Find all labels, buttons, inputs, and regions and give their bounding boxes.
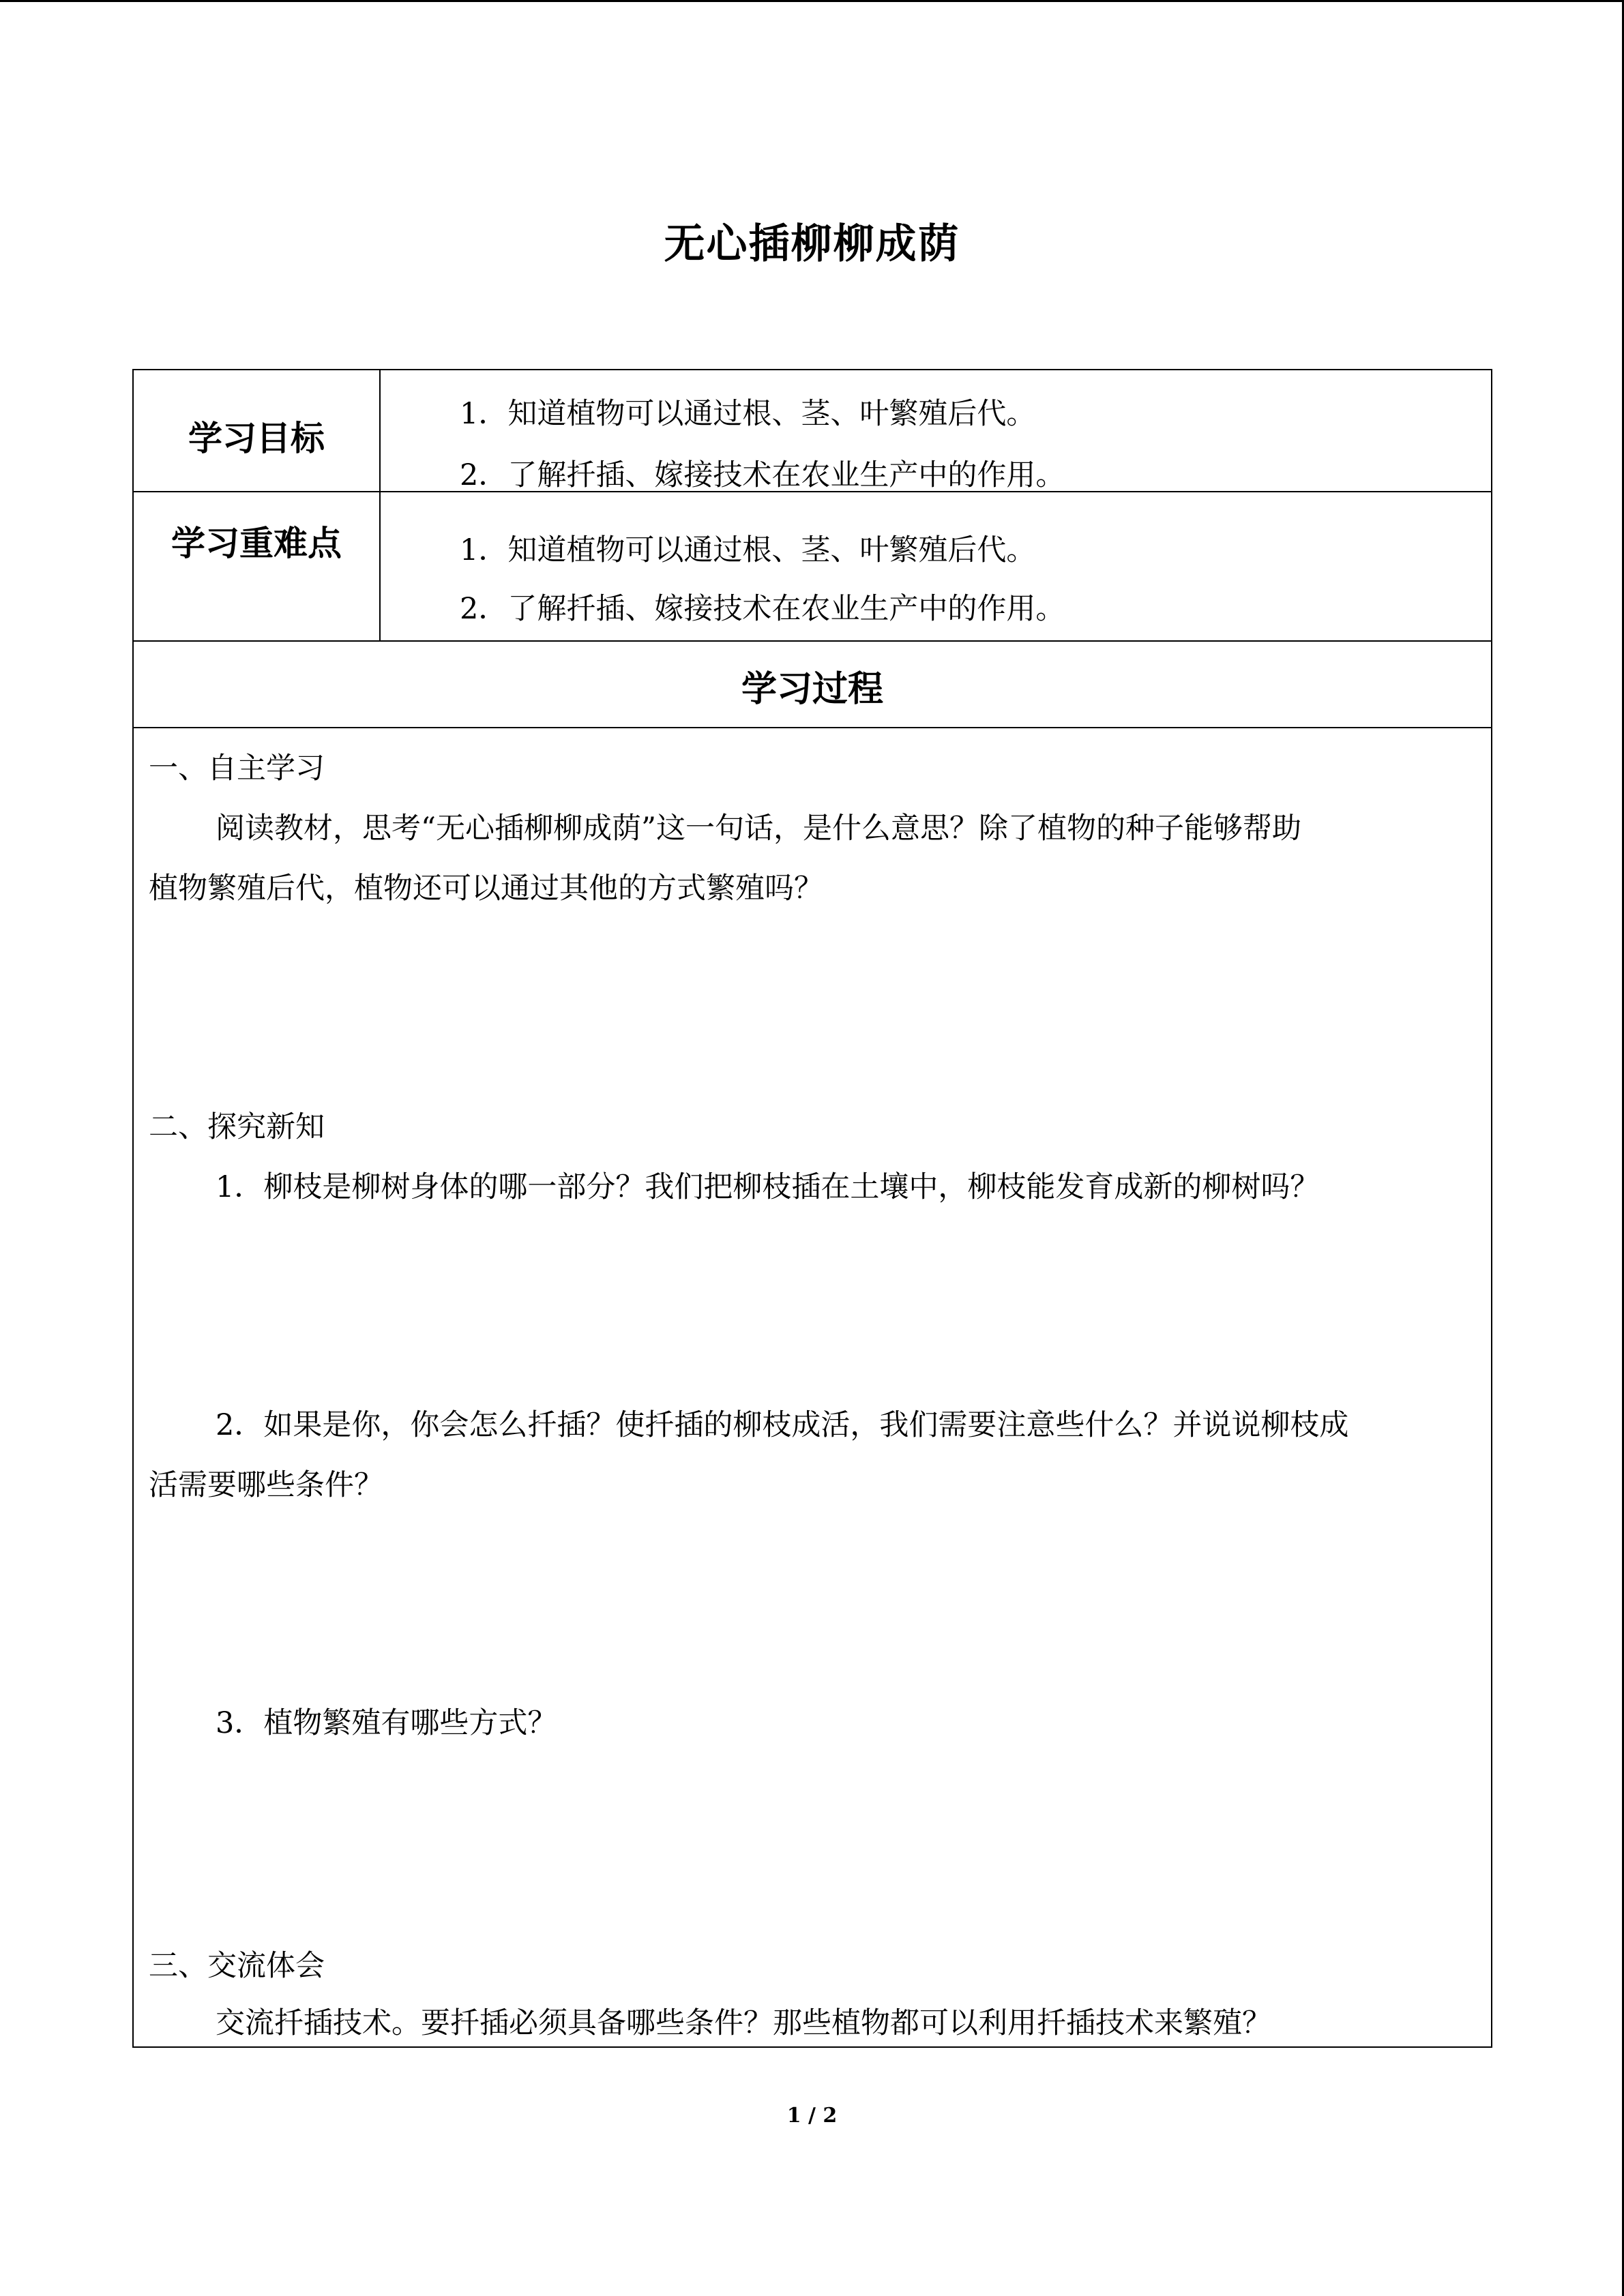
section2-question-2-line2: 活需要哪些条件？	[149, 1468, 383, 1502]
goal-item-1: 1．知道植物可以通过根、茎、叶繁殖后代。	[460, 397, 1036, 431]
label-column-divider	[379, 370, 381, 640]
section1-heading: 一、自主学习	[149, 751, 325, 786]
section3-paragraph-line1: 交流扦插技术。要扦插必须具备哪些条件？那些植物都可以利用扦插技术来繁殖？	[216, 2006, 1271, 2040]
section2-heading: 二、探究新知	[149, 1110, 325, 1144]
section1-paragraph-line2: 植物繁殖后代，植物还可以通过其他的方式繁殖吗？	[149, 871, 823, 906]
section2-question-3: 3．植物繁殖有哪些方式？	[216, 1706, 557, 1740]
goals-label: 学习目标	[188, 419, 325, 458]
worksheet-table	[132, 369, 1492, 2048]
keypoints-label: 学习重难点	[171, 524, 342, 563]
section1-paragraph-line1: 阅读教材，思考“无心插柳柳成荫”这一句话，是什么意思？除了植物的种子能够帮助	[216, 811, 1301, 846]
keypoint-item-2: 2．了解扦插、嫁接技术在农业生产中的作用。	[460, 592, 1065, 626]
section3-heading: 三、交流体会	[149, 1949, 325, 1983]
page-number: 1 / 2	[786, 2104, 838, 2128]
process-header: 学习过程	[741, 669, 883, 710]
keypoint-item-1: 1．知道植物可以通过根、茎、叶繁殖后代。	[460, 533, 1036, 567]
row-divider-keypoints	[134, 640, 1491, 642]
document-title: 无心插柳柳成荫	[664, 220, 960, 268]
section2-question-1: 1．柳枝是柳树身体的哪一部分？我们把柳枝插在土壤中，柳枝能发育成新的柳树吗？	[216, 1170, 1320, 1204]
row-divider-process-header	[134, 727, 1491, 728]
goal-item-2: 2．了解扦插、嫁接技术在农业生产中的作用。	[460, 458, 1065, 492]
section2-question-2-line1: 2．如果是你，你会怎么扦插？使扦插的柳枝成活，我们需要注意些什么？并说说柳枝成	[216, 1408, 1349, 1442]
